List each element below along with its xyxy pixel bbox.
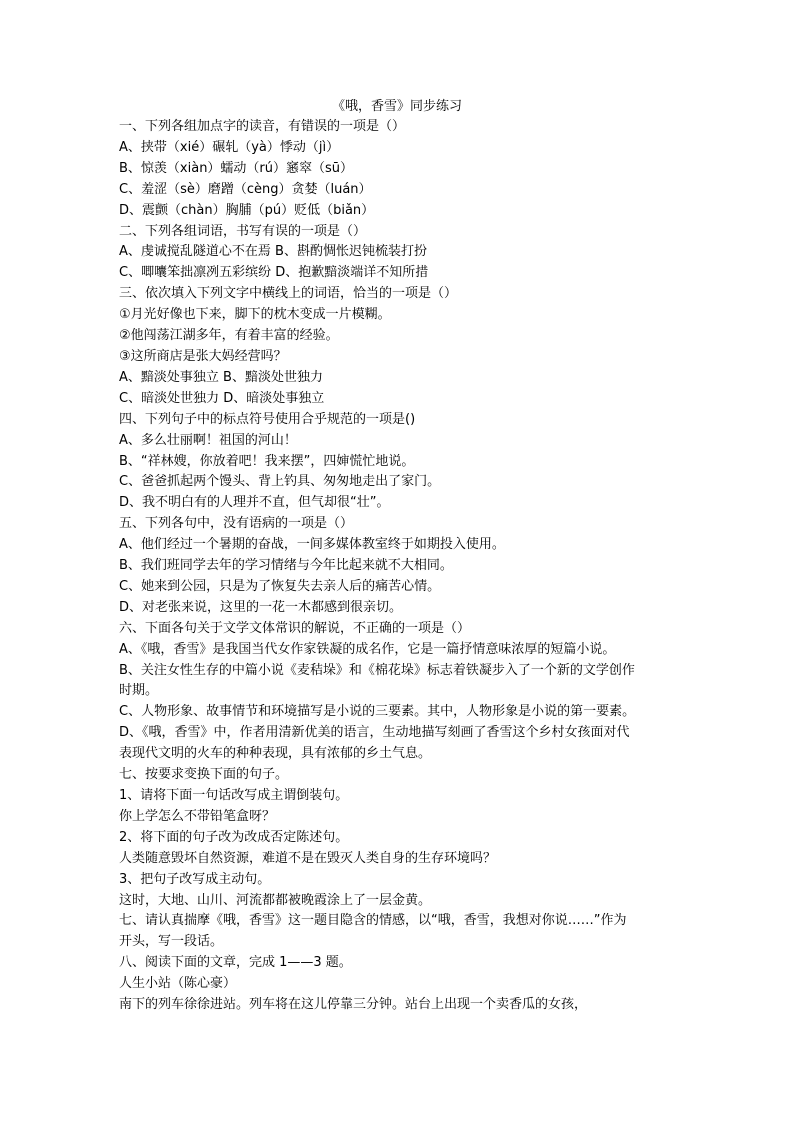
text-line: ①月光好像也下来，脚下的枕木变成一片模糊。: [119, 307, 391, 323]
text-line: C、她来到公园，只是为了恢复失去亲人后的痛苦心情。: [119, 578, 441, 594]
text-line: 六、下面各句关于文学文体常识的解说，不正确的一项是（）: [119, 620, 471, 636]
text-line: 一、下列各组加点字的读音，有错误的一项是（）: [119, 119, 406, 134]
text-line: 表现代文明的火车的种种表现，具有浓郁的乡土气息。: [119, 746, 432, 762]
text-line: 时期。: [119, 683, 159, 699]
document-body: [119, 117, 679, 1016]
text-line: D、对老张来说，这里的一花一木都感到很亲切。: [119, 599, 403, 615]
text-line: 三、依次填入下列文字中横线上的词语，恰当的一项是（）: [119, 286, 458, 302]
text-line: B、惊羡（xiàn）蠕动（rú）窸窣（sū）: [119, 160, 354, 176]
text-line: B、“祥林嫂，你放着吧！我来摆”，四婶慌忙地说。: [119, 453, 415, 469]
text-line: 2、将下面的句子改为改成否定陈述句。: [119, 829, 349, 845]
text-line: A、虔诚搅乱隧道心不在焉 B、斟酌惆怅迟钝梳装打扮: [119, 244, 427, 260]
text-line: 七、按要求变换下面的句子。: [119, 767, 289, 783]
text-line: C、唧囔笨拙凛冽五彩缤纷 D、抱歉黯淡端详不知所措: [119, 265, 429, 281]
text-line: 八、阅读下面的文章，完成 1——3 题。: [119, 955, 352, 971]
text-line: ③这所商店是张大妈经营吗？: [119, 348, 287, 364]
text-line: 1、请将下面一句话改写成主谓倒装句。: [119, 788, 349, 803]
text-line: C、羞涩（sè）磨蹭（cèng）贪婪（luán）: [119, 181, 372, 197]
text-line: 南下的列车徐徐进站。列车将在这儿停靠三分钟。站台上出现一个卖香瓜的女孩，: [119, 997, 588, 1013]
text-line: 人类随意毁坏自然资源，难道不是在毁灭人类自身的生存环境吗？: [119, 850, 497, 866]
document-title: 《哦，香雪》同步练习: [331, 99, 462, 114]
text-line: 你上学怎么不带铅笔盒呀？: [119, 808, 276, 824]
text-line: ②他闯荡江湖多年，有着丰富的经验。: [119, 328, 339, 344]
text-line: A、《哦，香雪》是我国当代女作家铁凝的成名作，它是一篇抒情意味浓厚的短篇小说。: [119, 641, 616, 657]
text-line: A、多么壮丽啊！祖国的河山！: [119, 432, 297, 448]
text-line: A、黯淡处事独立 B、黯淡处世独力: [119, 369, 323, 385]
text-line: D、我不明白有的人理并不直，但气却很“壮”。: [119, 495, 390, 511]
text-line: D、《哦，香雪》中，作者用清新优美的语言，生动地描写刻画了香雪这个乡村女孩面对代: [119, 725, 630, 741]
text-line: D、震颤（chàn）胸脯（pú）贬低（biǎn）: [119, 202, 375, 218]
text-line: 人生小站（陈心豪）: [119, 976, 237, 992]
text-line: 这时，大地、山川、河流都都被晚霞涂上了一层金黄。: [119, 892, 432, 908]
text-line: 开头，写一段话。: [119, 934, 224, 950]
text-line: 七、请认真揣摩《哦，香雪》这一题目隐含的情感，以“哦，香雪，我想对你说……”作为: [119, 913, 627, 929]
text-line: C、暗淡处世独力 D、暗淡处事独立: [119, 390, 325, 406]
text-line: C、爸爸抓起两个馒头、背上钓具、匆匆地走出了家门。: [119, 474, 441, 490]
text-line: B、我们班同学去年的学习情绪与今年比起来就不大相同。: [119, 558, 453, 574]
text-line: 3、把句子改写成主动句。: [119, 871, 271, 887]
text-line: A、挟带（xié）碾轧（yà）悸动（jì）: [119, 139, 340, 155]
text-line: 二、下列各组词语，书写有误的一项是（）: [119, 223, 367, 239]
text-line: 五、下列各句中，没有语病的一项是（）: [119, 516, 354, 532]
text-line: B、关注女性生存的中篇小说《麦秸垛》和《棉花垛》标志着铁凝步入了一个新的文学创作: [119, 662, 635, 678]
text-line: 四、下列句子中的标点符号使用合乎规范的一项是(): [119, 411, 416, 427]
text-line: A、他们经过一个暑期的奋战，一间多媒体教室终于如期投入使用。: [119, 537, 505, 553]
text-line: C、人物形象、故事情节和环境描写是小说的三要素。其中，人物形象是小说的第一要素。: [119, 704, 636, 720]
